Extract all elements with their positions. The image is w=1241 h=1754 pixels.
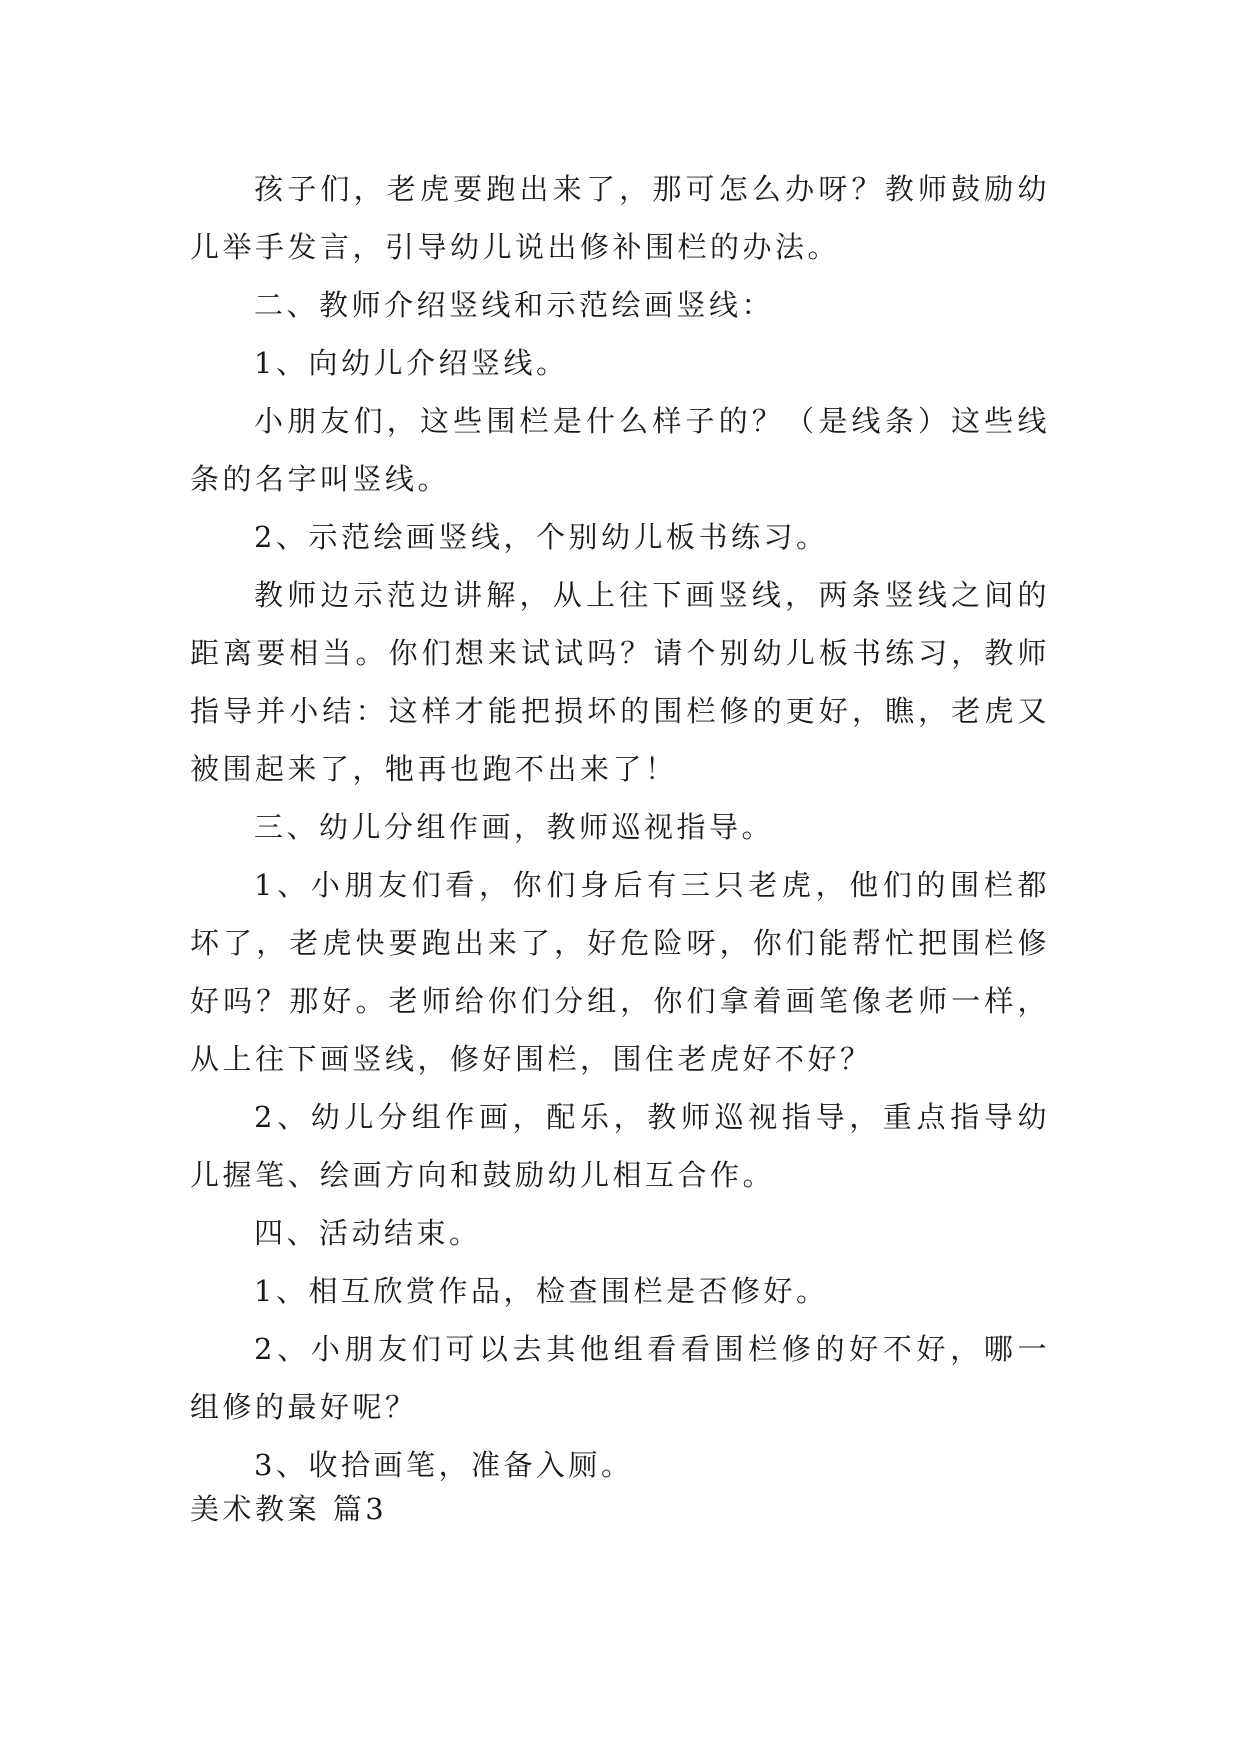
- paragraph: 1、相互欣赏作品，检查围栏是否修好。: [254, 1274, 829, 1308]
- paragraph: 2、小朋友们可以去其他组看看围栏修的好不好，哪一组修的最好呢？: [190, 1332, 1050, 1424]
- paragraph: 1、小朋友们看，你们身后有三只老虎，他们的围栏都坏了，老虎快要跑出来了，好危险呀，你们能帮忙把围栏修好吗？那好。老师给你们分组，你们拿着画笔像老师一样，从上往下画竖线，修好围栏，围住老虎好不好？: [190, 868, 1050, 1076]
- section-heading: 美术教案 篇3: [190, 1492, 388, 1526]
- paragraph: 三、幼儿分组作画，教师巡视指导。: [254, 810, 775, 844]
- paragraph: 1、向幼儿介绍竖线。: [254, 346, 569, 380]
- document-body: [190, 160, 1050, 1494]
- paragraph: 教师边示范边讲解，从上往下画竖线，两条竖线之间的距离要相当。你们想来试试吗？请个别幼儿板书练习，教师指导并小结：这样才能把损坏的围栏修的更好，瞧，老虎又被围起来了，牠再也跑不出来了！: [190, 578, 1050, 786]
- paragraph: 二、教师介绍竖线和示范绘画竖线：: [254, 288, 775, 322]
- paragraph: 3、收拾画笔，准备入厕。: [254, 1448, 634, 1482]
- paragraph: 四、活动结束。: [254, 1216, 482, 1250]
- paragraph: 小朋友们，这些围栏是什么样子的？（是线条）这些线条的名字叫竖线。: [190, 404, 1050, 496]
- paragraph: 2、示范绘画竖线，个别幼儿板书练习。: [254, 520, 829, 554]
- paragraph: 孩子们，老虎要跑出来了，那可怎么办呀？教师鼓励幼儿举手发言，引导幼儿说出修补围栏的办法。: [190, 172, 1050, 264]
- paragraph: 2、幼儿分组作画，配乐，教师巡视指导，重点指导幼儿握笔、绘画方向和鼓励幼儿相互合作。: [190, 1100, 1050, 1192]
